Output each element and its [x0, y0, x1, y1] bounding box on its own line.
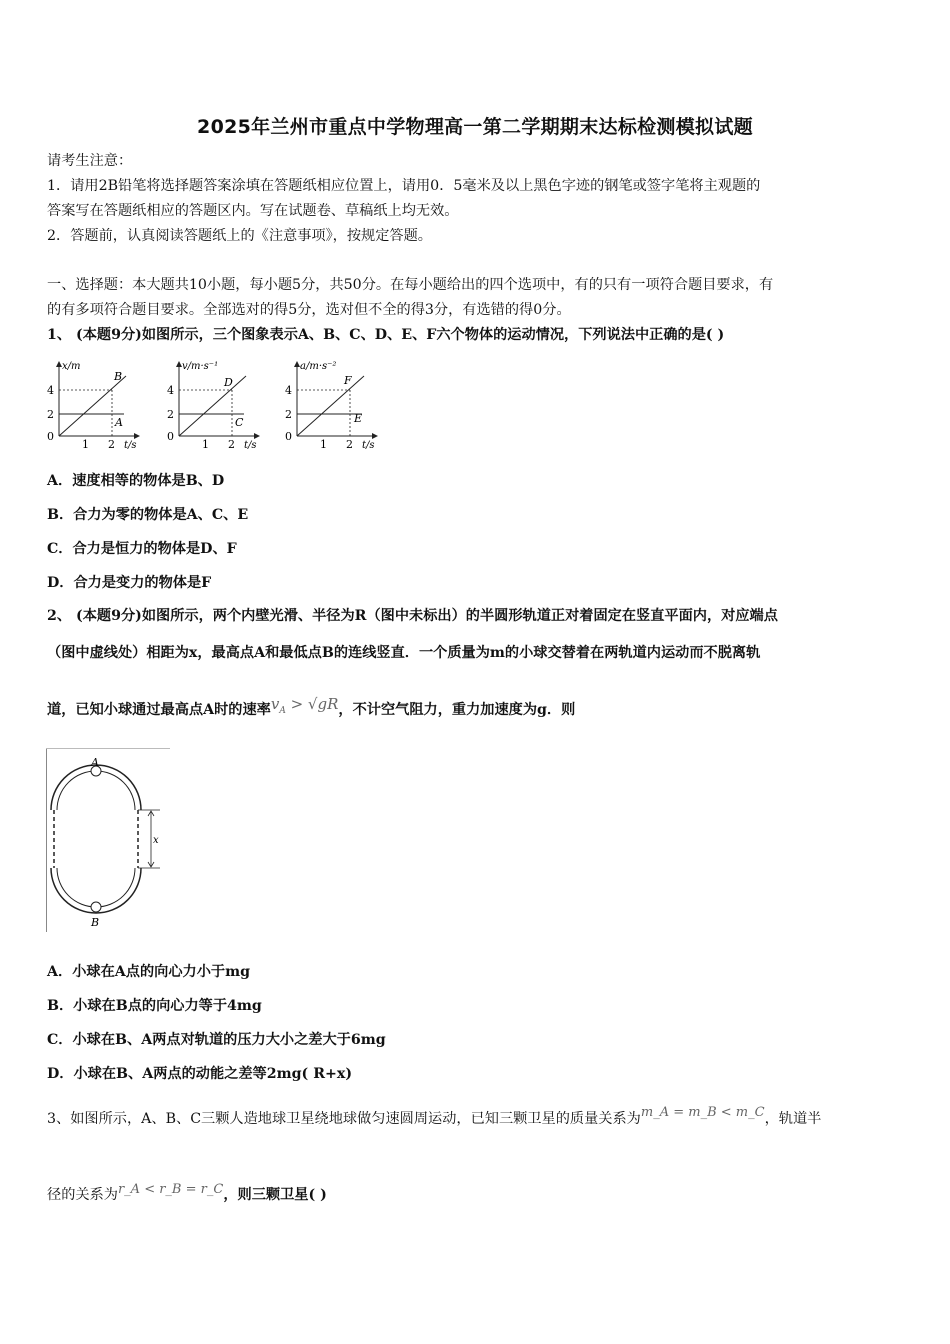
- graph-2-xlabel: t/s: [244, 440, 257, 450]
- graph-2-tick-x2: 2: [228, 438, 235, 450]
- section-intro-line-2: 的有多项符合题目要求。全部选对的得5分，选对但不全的得3分，有选错的得0分。: [47, 302, 571, 318]
- graph-1-flat-label: A: [115, 416, 123, 429]
- q2-option-a: A．小球在A点的向心力小于mg: [47, 964, 251, 980]
- notice-item-2: 2．答题前，认真阅读答题纸上的《注意事项》，按规定答题。: [47, 228, 432, 244]
- graph-1-line-label: B: [114, 370, 123, 383]
- q2-stem-line-1: 2、 (本题9分)如图所示，两个内壁光滑、半径为R（图中未标出）的半圆形轨道正对着固定在竖直平面内，对应端点: [47, 608, 778, 624]
- q3-stem-line-2-post: ，则三颗卫星( ): [223, 1187, 327, 1203]
- label-a: A: [91, 756, 99, 769]
- graph-3-ylabel: a/m·s⁻²: [300, 361, 337, 372]
- graph-x-t: [47, 361, 139, 450]
- graph-3-tick-x2: 2: [346, 438, 353, 450]
- q1-graphs: [44, 358, 389, 450]
- graph-3-line-label: F: [344, 374, 352, 387]
- q2-track-figure: [46, 748, 170, 932]
- q3-stem-line-1: [47, 1105, 822, 1129]
- q3-stem-line-1-post: ，轨道半: [764, 1111, 822, 1127]
- q1-option-c: C．合力是恒力的物体是D、F: [47, 541, 237, 557]
- graph-3-xlabel: t/s: [362, 440, 375, 450]
- notice-item-1-line-1: 1．请用2B铅笔将选择题答案涂填在答题纸相应位置上，请用0．5毫米及以上黑色字迹的钢笔或签字笔将主观题的: [47, 178, 761, 194]
- graph-1-tick-2: 2: [47, 408, 54, 421]
- graph-2-line-label: D: [224, 376, 233, 389]
- graph-a-t: [285, 361, 377, 450]
- q3-stem-line-2-pre: 径的关系为: [47, 1187, 118, 1203]
- label-x: x: [153, 835, 159, 846]
- q2-speed-condition: [270, 695, 339, 716]
- graph-2-origin: 0: [167, 430, 174, 443]
- notice-item-1-line-2: 答案写在答题纸相应的答题区内。写在试题卷、草稿纸上均无效。: [47, 203, 459, 219]
- q1-option-a: A．速度相等的物体是B、D: [47, 473, 225, 489]
- graph-3-flat-label: E: [354, 412, 363, 425]
- graph-3-tick-4: 4: [285, 384, 292, 397]
- page-title: 2025年兰州市重点中学物理高一第二学期期末达标检测模拟试题: [197, 116, 753, 138]
- notice-heading: 请考生注意：: [47, 153, 133, 169]
- graph-3-tick-x1: 1: [320, 438, 327, 450]
- graph-1-xlabel: t/s: [124, 440, 137, 450]
- graph-2-tick-x1: 1: [202, 438, 209, 450]
- q3-mass-relation: m_A = m_B < m_C: [640, 1105, 765, 1120]
- graph-v-t: [167, 361, 259, 450]
- q2-option-c: C．小球在B、A两点对轨道的压力大小之差大于6mg: [47, 1032, 386, 1048]
- q2-stem-line-3: [47, 695, 576, 725]
- graph-1-tick-x1: 1: [82, 438, 89, 450]
- graph-3-tick-2: 2: [285, 408, 292, 421]
- q1-option-d: D．合力是变力的物体是F: [47, 575, 212, 591]
- label-b: B: [91, 916, 100, 929]
- q1-stem: 1、 (本题9分)如图所示，三个图象表示A、B、C、D、E、F六个物体的运动情况，下列说法中正确的是( ): [47, 327, 725, 343]
- math-relation: > √gR: [285, 695, 339, 713]
- section-intro-line-1: 一、选择题：本大题共10小题，每小题5分，共50分。在每小题给出的四个选项中，有的只有一项符合题目要求，有: [47, 277, 774, 293]
- q3-radius-relation: r_A < r_B = r_C: [117, 1182, 224, 1197]
- q2-option-b: B．小球在B点的向心力等于4mg: [47, 998, 262, 1014]
- graph-1-tick-x2: 2: [108, 438, 115, 450]
- graph-2-flat-label: C: [235, 416, 244, 429]
- graph-1-origin: 0: [47, 430, 54, 443]
- graph-1-ylabel: x/m: [62, 361, 81, 372]
- graph-2-ylabel: v/m·s⁻¹: [182, 361, 219, 372]
- graph-2-tick-4: 4: [167, 384, 174, 397]
- graph-3-origin: 0: [285, 430, 292, 443]
- math-v-sub: A: [279, 706, 286, 716]
- graph-1-tick-4: 4: [47, 384, 54, 397]
- graph-2-tick-2: 2: [167, 408, 174, 421]
- q3-stem-line-1-pre: 3、如图所示，A、B、C三颗人造地球卫星绕地球做匀速圆周运动，已知三颗卫星的质量关系为: [47, 1111, 641, 1127]
- q3-stem-line-2: [47, 1182, 327, 1205]
- q2-stem-line-2: （图中虚线处）相距为x，最高点A和最低点B的连线竖直．一个质量为m的小球交替着在两轨道内运动而不脱离轨: [47, 645, 761, 661]
- math-v: v: [270, 695, 280, 713]
- q2-stem-line-3-post: ，不计空气阻力，重力加速度为g．则: [338, 702, 576, 718]
- q1-option-b: B．合力为零的物体是A、C、E: [47, 507, 249, 523]
- q2-option-d: D．小球在B、A两点的动能之差等2mg( R+x): [47, 1066, 353, 1082]
- q2-stem-line-3-pre: 道，已知小球通过最高点A时的速率: [47, 702, 271, 718]
